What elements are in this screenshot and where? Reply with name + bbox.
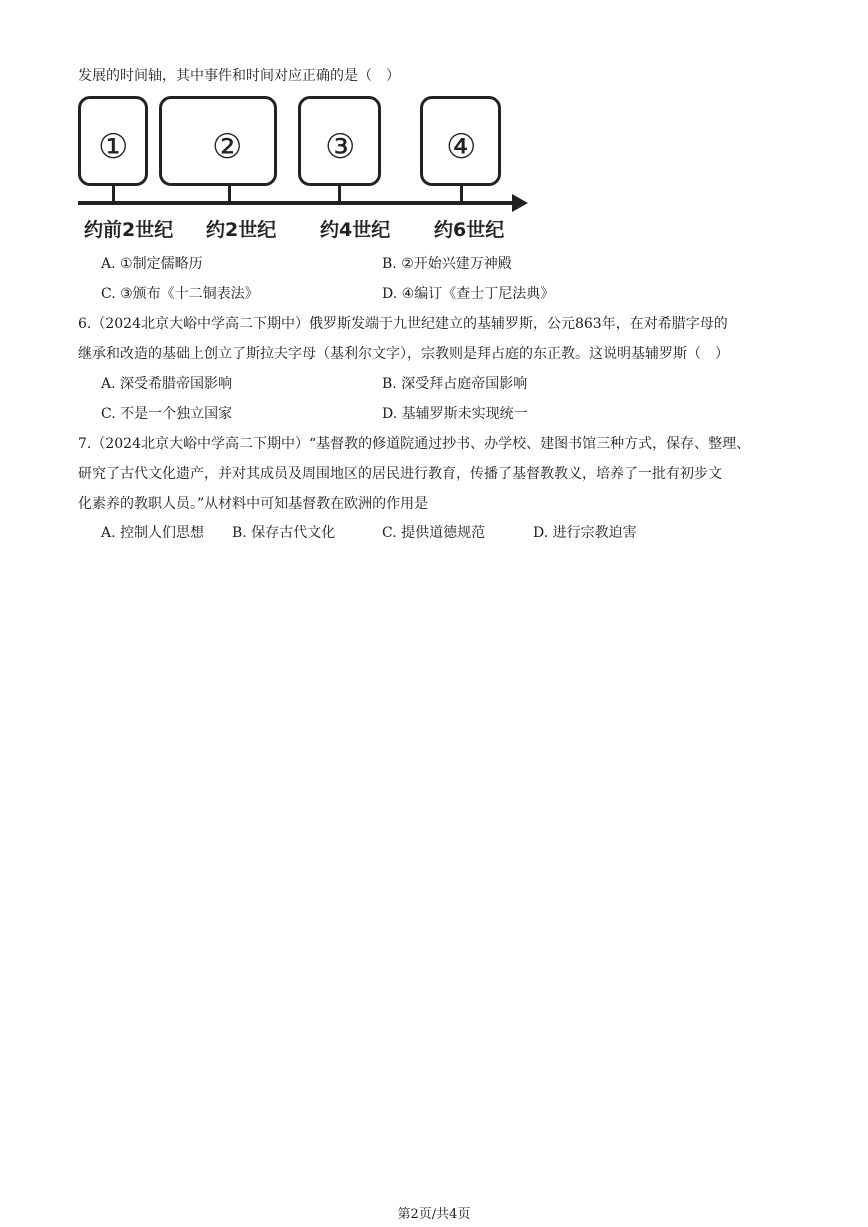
marker-3: ③ [325, 127, 356, 167]
q6-option-a[interactable] [101, 374, 232, 394]
q5-option-a[interactable] [101, 254, 203, 274]
timeline-box-2 [159, 96, 277, 186]
question-7-stem-line-1: 7.（2024北京大峪中学高二下期中）“基督教的修道院通过抄书、办学校、建图书馆三种方式，保存、整理、 [78, 436, 751, 452]
option-text: 基辅罗斯未实现统一 [401, 406, 528, 422]
option-key: A. [101, 376, 116, 392]
option-key: D. [382, 286, 398, 302]
option-text: ③颁布《十二铜表法》 [120, 286, 259, 302]
option-text: 控制人们思想 [120, 525, 205, 541]
timeline-box-3 [298, 96, 381, 186]
option-text: 进行宗教迫害 [552, 525, 637, 541]
option-key: C. [101, 406, 116, 422]
timeline-tick [460, 186, 463, 201]
timeline-tick [112, 186, 115, 201]
option-key: A. [101, 525, 116, 541]
question-6-stem-line-1: 6.（2024北京大峪中学高二下期中）俄罗斯发端于九世纪建立的基辅罗斯，公元863年，在对希腊字母的 [78, 316, 728, 332]
q7-option-b[interactable] [232, 523, 335, 543]
timeline-label-4: 约6世纪 [434, 219, 505, 241]
q5-option-b[interactable] [382, 254, 512, 274]
q6-option-b[interactable] [382, 374, 527, 394]
option-text: 不是一个独立国家 [120, 406, 233, 422]
timeline-figure [78, 94, 538, 250]
option-key: C. [101, 286, 116, 302]
timeline-label-3: 约4世纪 [320, 219, 391, 241]
timeline-tick [228, 186, 231, 201]
q5-option-c[interactable] [101, 284, 259, 304]
timeline-label-1: 约前2世纪 [84, 219, 174, 241]
marker-2: ② [212, 127, 243, 167]
q7-option-d[interactable] [533, 523, 637, 543]
option-key: D. [382, 406, 398, 422]
marker-1: ① [98, 127, 129, 167]
option-text: 提供道德规范 [401, 525, 486, 541]
option-key: B. [232, 525, 247, 541]
option-key: D. [533, 525, 549, 541]
timeline-arrow-icon [512, 194, 528, 212]
option-text: ②开始兴建万神殿 [401, 256, 512, 272]
q7-option-a[interactable] [101, 523, 204, 543]
option-text: 保存古代文化 [251, 525, 336, 541]
question-7-stem-line-2: 研究了古代文化遗产，并对其成员及周围地区的居民进行教育，传播了基督教教义，培养了一批有初步文 [78, 466, 722, 482]
option-text: 深受拜占庭帝国影响 [401, 376, 528, 392]
option-key: B. [382, 376, 397, 392]
option-key: C. [382, 525, 397, 541]
q6-option-d[interactable] [382, 404, 528, 424]
timeline-tick [338, 186, 341, 201]
option-text: ①制定儒略历 [120, 256, 203, 272]
q7-option-c[interactable] [382, 523, 485, 543]
timeline-box-4 [420, 96, 501, 186]
option-key: A. [101, 256, 116, 272]
timeline-label-2: 约2世纪 [206, 219, 277, 241]
timeline-box-1 [78, 96, 148, 186]
timeline-axis [78, 201, 518, 205]
option-key: B. [382, 256, 397, 272]
question-7-stem-line-3: 化素养的教职人员。”从材料中可知基督教在欧洲的作用是 [78, 496, 429, 512]
option-text: 深受希腊帝国影响 [120, 376, 233, 392]
page-number: 第2页/共4页 [397, 1207, 471, 1222]
q5-option-d[interactable] [382, 284, 554, 304]
question-5-stem-end: 发展的时间轴，其中事件和时间对应正确的是（ ） [78, 68, 400, 84]
q6-option-c[interactable] [101, 404, 232, 424]
question-6-stem-line-2: 继承和改造的基础上创立了斯拉夫字母（基利尔文字），宗教则是拜占庭的东正教。这说明基辅罗斯（ ） [78, 346, 729, 362]
option-text: ④编订《查士丁尼法典》 [401, 286, 555, 302]
marker-4: ④ [446, 127, 477, 167]
